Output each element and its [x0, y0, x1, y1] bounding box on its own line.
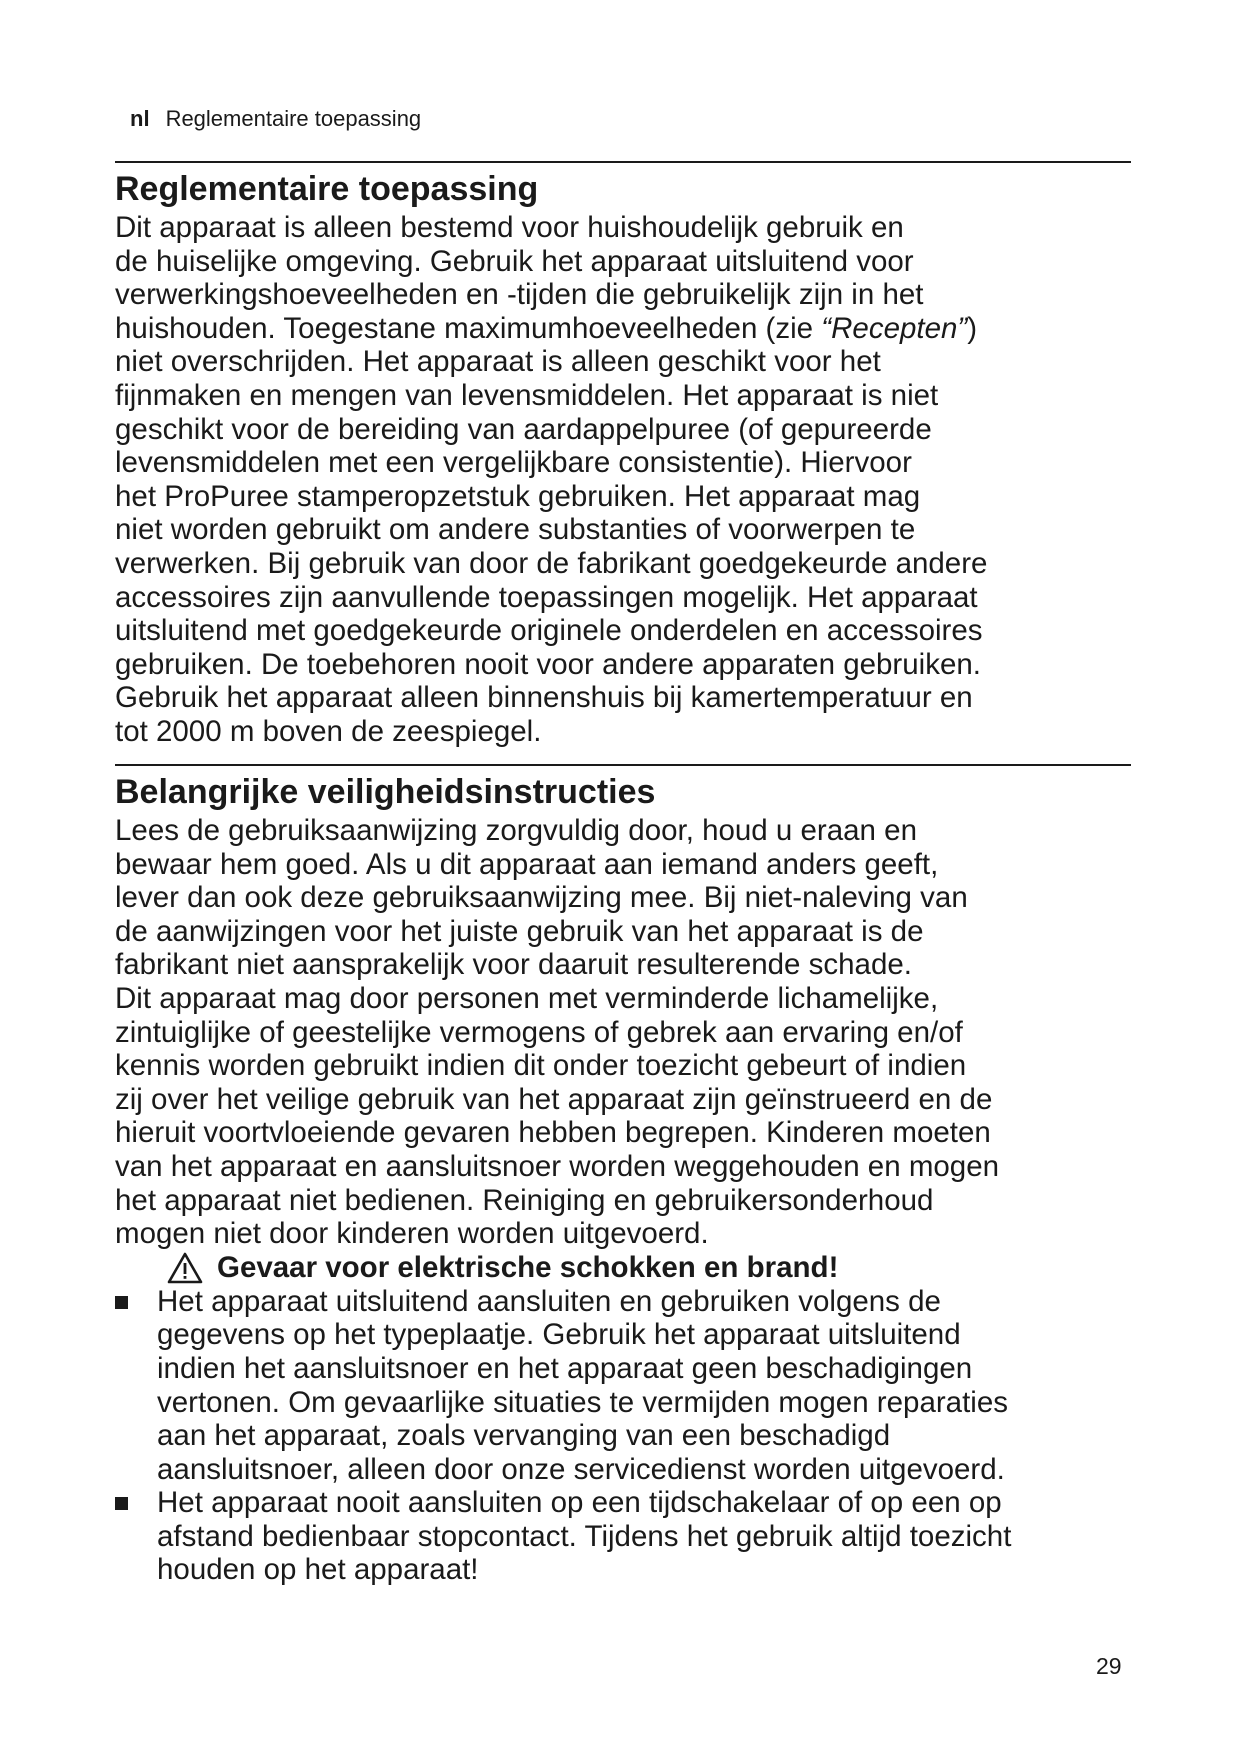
list-item [115, 1486, 1131, 1587]
list-item-text: Het apparaat nooit aansluiten op een tijdschakelaar of op een op afstand bedienbaar stopcontact. Tijdens het gebruik altijd toezicht houden op het apparaat! [157, 1486, 1012, 1587]
section-divider [115, 764, 1131, 766]
warning-list [115, 1285, 1131, 1587]
page-number: 29 [1096, 1653, 1122, 1679]
warning-triangle-icon [167, 1252, 203, 1284]
safety-paragraph: Dit apparaat mag door personen met verminderde lichamelijke, zintuiglijke of geestelijke vermogens of gebrek aan ervaring en/of kennis worden gebruikt indien dit onder toezicht gebeurt of indien zij over het veilige gebruik van het apparaat zijn geïnstrueerd en de hieruit voortvloeiende gevaren hebben begrepen. Kinderen moeten van het apparaat en aansluitsnoer worden weggehouden en mogen het apparaat niet bedienen. Reiniging en gebruikersonderhoud mogen niet door kinderen worden uitgevoerd. [115, 981, 1000, 1251]
section-safety-instructions [115, 764, 1131, 1587]
running-header-title: Reglementaire toepassing [165, 106, 422, 131]
section-intended-use [115, 161, 1131, 749]
body-text-part: niet overschrijden. Het apparaat is alleen geschikt voor het fijnmaken en mengen van levensmiddelen. Het apparaat is niet geschikt voor de bereiding van aardappelpuree (of gepureerde levensmiddelen met een vergelijkbare consistentie). Hiervoor het ProPuree stamperopzetstuk gebruiken. Het apparaat mag niet worden gebruikt om andere substanties of voorwerpen te verwerken. Bij gebruik van door de fabrikant goedgekeurde andere accessoires zijn aanvullende toepassingen mogelijk. Het apparaat uitsluitend met goedgekeurde originele onderdelen en accessoires gebruiken. De toebehoren nooit voor andere apparaten gebruiken. Gebruik het apparaat alleen binnenshuis bij kamertemperatuur en tot 2000 m boven de zeespiegel. [115, 345, 988, 748]
warning-title: Gevaar voor elektrische schokken en brand! [217, 1250, 839, 1284]
body-text-part: Dit apparaat is alleen bestemd voor huishoudelijk gebruik en de huiselijke omgeving. Gebruik het apparaat uitsluitend voor verwerkingshoeveelheden en -tijden die gebruikelijk zijn in het huishouden. Toegestane maximumhoeveelheden (zie [115, 211, 924, 345]
warning-heading [167, 1251, 1131, 1285]
bullet-square-icon [115, 1497, 128, 1510]
language-code: nl [130, 106, 150, 131]
section-body [115, 211, 1131, 749]
section-title: Reglementaire toepassing [115, 170, 539, 208]
list-item-text: Het apparaat uitsluitend aansluiten en gebruiken volgens de gegevens op het typeplaatje. Gebruik het apparaat uitsluitend indien het aansluitsnoer en het apparaat geen beschadigingen vertonen. Om gevaarlijke situaties te vermijden mogen reparaties aan het apparaat, zoals vervanging van een beschadigd aansluitsnoer, alleen door onze servicedienst worden uitgevoerd. [157, 1284, 1008, 1486]
section-title: Belangrijke veiligheidsinstructies [115, 773, 656, 811]
body-text-part: ) [967, 311, 978, 345]
recipes-reference: “Recepten” [821, 311, 968, 345]
bullet-square-icon [115, 1296, 128, 1309]
section-divider [115, 161, 1131, 163]
safety-paragraph: Lees de gebruiksaanwijzing zorgvuldig door, houd u eraan en bewaar hem goed. Als u dit apparaat aan iemand anders geeft, lever dan ook deze gebruiksaanwijzing mee. Bij niet-naleving van de aanwijzingen voor het juiste gebruik van het apparaat is de fabrikant niet aansprakelijk voor daaruit resulterende schade. [115, 814, 968, 982]
running-header [130, 106, 421, 132]
list-item [115, 1285, 1131, 1487]
